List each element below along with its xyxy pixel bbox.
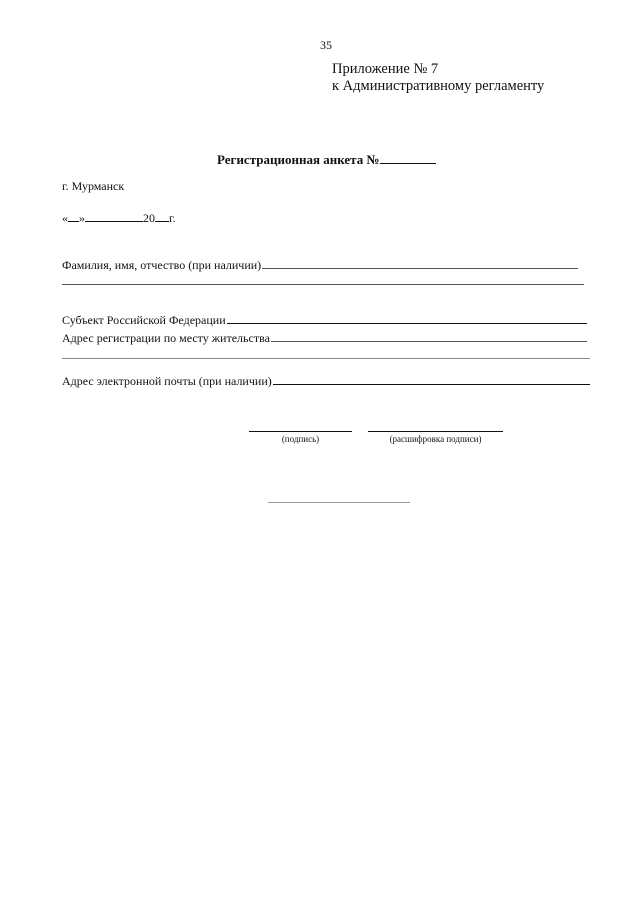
address-input[interactable] [271, 330, 587, 342]
address-label: Адрес регистрации по месту жительства [62, 331, 270, 345]
form-title-text: Регистрационная анкета № [217, 152, 380, 167]
year-blank[interactable] [155, 211, 169, 222]
address-input-line2[interactable] [62, 358, 590, 359]
century: 20 [143, 211, 155, 225]
subject-field [62, 312, 587, 328]
full-name-input[interactable] [262, 257, 578, 269]
form-number-blank[interactable] [380, 151, 436, 164]
city: г. Мурманск [62, 179, 125, 193]
separator-line [268, 502, 410, 503]
email-label: Адрес электронной почты (при наличии) [62, 374, 272, 388]
appendix-number: Приложение № 7 [332, 61, 439, 77]
subject-label: Субъект Российской Федерации [62, 313, 226, 327]
address-field [62, 330, 587, 346]
email-input[interactable] [273, 373, 590, 385]
full-name-field [62, 257, 578, 273]
email-field [62, 373, 590, 389]
open-quote: « [62, 211, 68, 225]
month-blank[interactable] [85, 211, 143, 222]
page-number: 35 [320, 38, 332, 52]
signature-decode-caption: (расшифровка подписи) [389, 434, 482, 444]
signature-decode-line[interactable] [368, 431, 503, 432]
date-row [62, 211, 202, 226]
day-blank[interactable] [68, 211, 79, 222]
subject-input[interactable] [227, 312, 587, 324]
form-title [217, 151, 436, 168]
signature-line[interactable] [249, 431, 352, 432]
full-name-label: Фамилия, имя, отчество (при наличии) [62, 258, 262, 272]
full-name-input-line2[interactable] [62, 284, 584, 285]
signature-caption: (подпись) [281, 434, 320, 444]
close-quote: » [79, 211, 85, 225]
appendix-reference: к Административному регламенту [332, 78, 545, 94]
year-suffix: г. [169, 211, 176, 225]
